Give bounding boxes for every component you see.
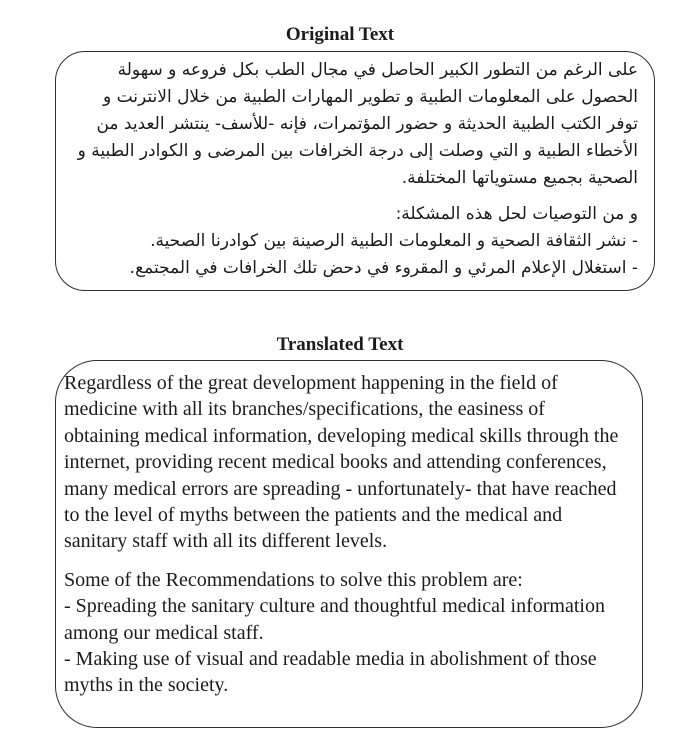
original-recommendation-item: - استغلال الإعلام المرئي و المقروء في دحض تلك الخرافات في المجتمع. xyxy=(129,258,638,278)
translated-recommendations xyxy=(64,567,624,699)
translated-recommendation-item: - Making use of visual and readable media in abolishment of those myths in the society. xyxy=(64,648,597,697)
original-recommendation-item: - نشر الثقافة الصحية و المعلومات الطبية الرصينة بين كوادرنا الصحية. xyxy=(150,231,638,251)
translated-text-box xyxy=(55,360,643,728)
translated-recommendation-item: - Spreading the sanitary culture and thoughtful medical information among our medical staff. xyxy=(64,595,605,644)
original-recommendations-intro: و من التوصيات لحل هذه المشكلة: xyxy=(395,204,638,224)
original-recommendations xyxy=(72,201,638,282)
original-paragraph: على الرغم من التطور الكبير الحاصل في مجال الطب بكل فروعه و سهولة الحصول على المعلومات الطبية و تطوير المهارات الطبية من خلال الانترنت و توفر الكتب الطبية الحديثة و حضور المؤتمرات، فإنه -للأسف- ينتشر العديد من الأخطاء الطبية و التي وصلت إلى درجة الخرافات بين المرضى و الكوادر الطبية و الصحية بجميع مستوياتها المختلفة. xyxy=(77,60,638,188)
original-text-heading: Original Text xyxy=(285,24,395,45)
translated-text-heading: Translated Text xyxy=(276,334,404,355)
translated-paragraph: Regardless of the great development happening in the field of medicine with all its branches/specifications, the easiness of obtaining medical information, developing medical skills through the internet, providing recent medical books and attending conferences, many medical errors are spreading - unfortunately- that have reached to the level of myths between the patients and the medical and sanitary staff with all its different levels. xyxy=(64,372,619,553)
original-text-box xyxy=(55,51,655,291)
translated-recommendations-intro: Some of the Recommendations to solve this problem are: xyxy=(64,568,523,591)
